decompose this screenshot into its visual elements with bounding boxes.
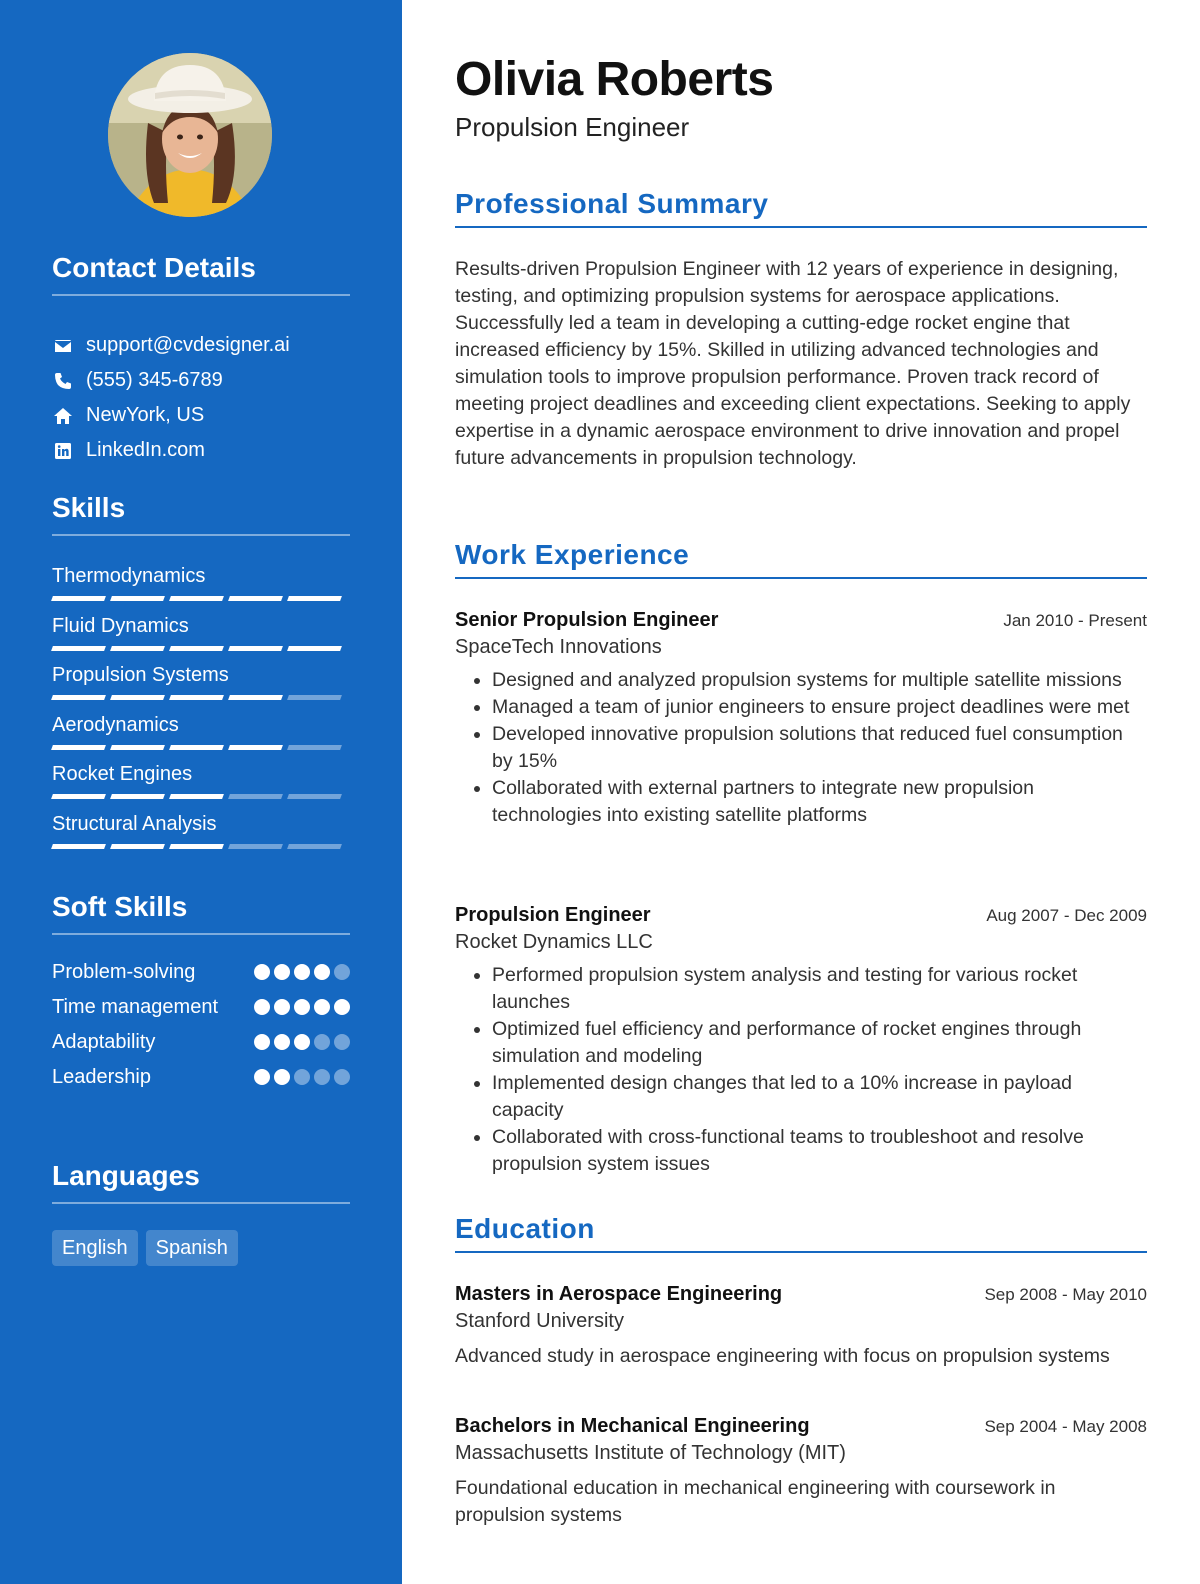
soft-skill-name: Time management [52,996,218,1018]
rating-dot [254,999,270,1015]
skill-level-segment [110,794,165,799]
education-dates: Sep 2004 - May 2008 [984,1417,1147,1436]
rating-dot [274,999,290,1015]
skills-list [52,564,350,861]
soft-skill-rating [254,1034,350,1050]
soft-skill-name: Leadership [52,1066,151,1088]
job-company: Rocket Dynamics LLC [455,931,653,953]
skill-level-segment [110,844,165,849]
contact-linkedin-text: LinkedIn.com [86,439,205,461]
skill-item [52,713,350,763]
rating-dot [294,1034,310,1050]
skill-level-segment [169,844,224,849]
skill-level-segment [169,794,224,799]
job-entry [455,904,1147,1178]
skills-section [52,492,350,861]
contact-phone-text: (555) 345-6789 [86,369,223,391]
school-name: Stanford University [455,1310,624,1332]
phone-icon [52,370,74,392]
soft-skills-list [52,959,350,1091]
job-dates: Jan 2010 - Present [1003,611,1147,630]
degree-title: Bachelors in Mechanical Engineering [455,1415,810,1437]
main-content [455,0,1147,1584]
skill-name: Propulsion Systems [52,664,229,686]
languages-section [52,1160,350,1266]
skill-level-bar [52,695,350,700]
job-bullet: • Designed and analyzed propulsion systems for multiple satellite missions [492,667,1147,694]
job-bullets [455,962,1147,1178]
rating-dot [334,1034,350,1050]
skill-level-bar [52,844,350,849]
job-title: Senior Propulsion Engineer [455,609,719,631]
rating-dot [274,1034,290,1050]
skill-name: Fluid Dynamics [52,614,189,637]
soft-skill-item [52,959,350,986]
education-entry [455,1283,1147,1370]
skill-level-segment [228,794,283,799]
contact-heading: Contact Details [52,252,350,296]
skill-level-segment [287,646,342,651]
soft-skill-item [52,1064,350,1091]
skill-level-segment [287,596,342,601]
skill-name: Aerodynamics [52,713,179,736]
profile-photo [108,53,272,217]
job-bullet: • Optimized fuel efficiency and performance of rocket engines through simulation and modeling [492,1016,1147,1070]
envelope-icon [52,335,74,357]
candidate-name: Olivia Roberts [455,53,774,106]
skill-item [52,762,350,812]
contact-email-text: support@cvdesigner.ai [86,334,290,356]
rating-dot [274,964,290,980]
skill-level-segment [287,844,342,849]
skill-item [52,663,350,713]
job-dates: Aug 2007 - Dec 2009 [986,906,1147,925]
skill-level-segment [110,695,165,700]
avatar [108,53,272,217]
contact-linkedin[interactable] [52,433,350,468]
job-bullet: • Managed a team of junior engineers to ensure project deadlines were met [492,694,1147,721]
degree-title: Masters in Aerospace Engineering [455,1283,783,1305]
candidate-title: Propulsion Engineer [455,112,690,142]
soft-skill-rating [254,1069,350,1085]
skill-item [52,614,350,664]
job-bullet: • Collaborated with cross-functional teams to troubleshoot and resolve propulsion system issues [492,1124,1147,1178]
skill-level-segment [51,695,106,700]
skill-level-segment [287,794,342,799]
rating-dot [314,1034,330,1050]
linkedin-icon [52,440,74,462]
skill-level-segment [51,794,106,799]
education-heading: Education [455,1213,1147,1253]
skill-level-segment [51,844,106,849]
skill-name: Thermodynamics [52,565,206,587]
rating-dot [314,1069,330,1085]
experience-heading: Work Experience [455,539,1147,579]
contact-phone[interactable] [52,363,350,398]
languages-heading: Languages [52,1160,350,1204]
rating-dot [314,999,330,1015]
skill-level-segment [169,695,224,700]
skill-level-bar [52,646,350,651]
job-bullet: • Implemented design changes that led to a 10% increase in payload capacity [492,1070,1147,1124]
contact-list [52,328,350,468]
school-name: Massachusetts Institute of Technology (MIT) [455,1442,846,1464]
education-description: Advanced study in aerospace engineering with focus on propulsion systems [455,1345,1110,1367]
skill-level-segment [169,745,224,750]
job-entry [455,609,1147,829]
education-entry [455,1415,1147,1529]
rating-dot [254,964,270,980]
skill-level-segment [110,745,165,750]
rating-dot [294,1069,310,1085]
soft-skill-rating [254,964,350,980]
skill-level-segment [228,695,283,700]
skill-name: Structural Analysis [52,812,217,835]
skill-level-segment [287,695,342,700]
languages-list [52,1230,350,1266]
soft-skill-name: Problem-solving [52,961,196,983]
home-icon [52,405,74,427]
skill-level-bar [52,794,350,799]
rating-dot [274,1069,290,1085]
rating-dot [254,1069,270,1085]
rating-dot [294,964,310,980]
skill-item [52,564,350,614]
job-bullet: • Performed propulsion system analysis and testing for various rocket launches [492,962,1147,1016]
skill-level-segment [51,646,106,651]
soft-skill-item [52,1029,350,1056]
soft-skill-name: Adaptability [52,1031,156,1053]
rating-dot [334,964,350,980]
skills-heading: Skills [52,492,350,536]
skill-name: Rocket Engines [52,763,193,785]
contact-location-text: NewYork, US [86,404,205,426]
skill-level-segment [169,646,224,651]
skill-level-segment [169,596,224,601]
skill-level-segment [228,844,283,849]
skill-item [52,812,350,862]
job-company: SpaceTech Innovations [455,636,662,658]
soft-skills-heading: Soft Skills [52,891,350,935]
contact-section [52,252,350,468]
skill-level-segment [110,646,165,651]
skill-level-bar [52,745,350,750]
job-bullets [455,667,1147,829]
summary-heading: Professional Summary [455,188,1147,228]
job-bullet: • Collaborated with external partners to integrate new propulsion technologies into existing satellite platforms [492,775,1147,829]
language-chip: English [52,1230,138,1266]
soft-skill-rating [254,999,350,1015]
education-description: Foundational education in mechanical engineering with coursework in propulsion systems [455,1477,1056,1526]
rating-dot [254,1034,270,1050]
skill-level-segment [110,596,165,601]
rating-dot [334,1069,350,1085]
rating-dot [314,964,330,980]
skill-level-segment [228,646,283,651]
soft-skill-item [52,994,350,1021]
sidebar [0,0,402,1584]
skill-level-bar [52,596,350,601]
education-dates: Sep 2008 - May 2010 [984,1285,1147,1304]
skill-level-segment [287,745,342,750]
job-bullet: • Developed innovative propulsion solutions that reduced fuel consumption by 15% [492,721,1147,775]
soft-skills-section [52,891,350,1099]
summary-text: Results-driven Propulsion Engineer with 12 years of experience in designing, testing, and optimizing propulsion systems for aerospace applications. Successfully led a team in developing a cutting-edge rocket engine that increased efficiency by 15%. Skilled in utilizing advanced technologies and simulation tools to improve propulsion performance. Proven track record of meeting project deadlines and exceeding client expectations. Seeking to apply expertise in a dynamic aerospace environment to drive innovation and propel future advancements in propulsion technology. [455,258,1131,469]
contact-location [52,398,350,433]
contact-email[interactable] [52,328,350,363]
skill-level-segment [228,745,283,750]
language-chip: Spanish [146,1230,238,1266]
skill-level-segment [51,596,106,601]
skill-level-segment [228,596,283,601]
job-title: Propulsion Engineer [455,904,651,926]
skill-level-segment [51,745,106,750]
rating-dot [294,999,310,1015]
rating-dot [334,999,350,1015]
